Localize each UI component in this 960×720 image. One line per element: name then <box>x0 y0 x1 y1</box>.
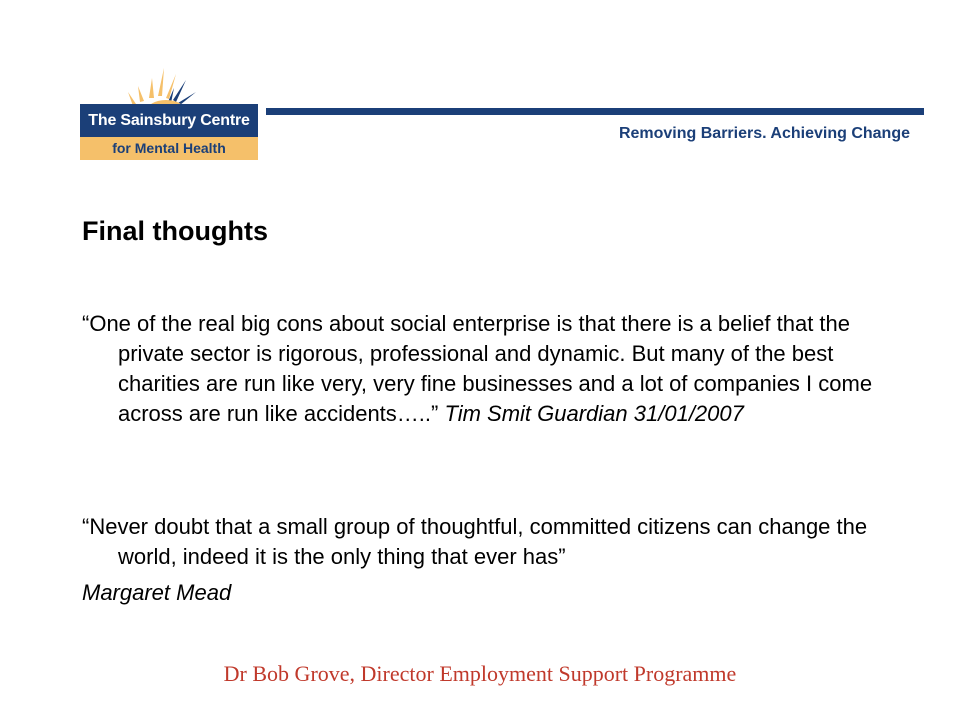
organization-logo <box>78 62 260 160</box>
header-tagline: Removing Barriers. Achieving Change <box>618 125 910 142</box>
slide-title: Final thoughts <box>82 216 268 246</box>
quote-text: “Never doubt that a small group of thoughtful, committed citizens can change the world, indeed it is the only thing that ever has” <box>82 514 868 569</box>
logo-title: The Sainsbury Centre <box>80 104 258 137</box>
quote-block <box>82 309 908 429</box>
quote-text: “One of the real big cons about social enterprise is that there is a belief that the private sector is rigorous, professional and dynamic. But many of the best charities are run like very, very fine businesses and a lot of companies I come across are run like accidents…..” <box>82 311 873 426</box>
header-divider <box>266 108 924 115</box>
quote-block <box>82 512 908 572</box>
quote-attribution: Margaret Mead <box>82 580 232 605</box>
slide-footer: Dr Bob Grove, Director Employment Support Programme <box>223 661 737 686</box>
logo-subtitle: for Mental Health <box>80 137 258 160</box>
quote-attribution: Tim Smit Guardian 31/01/2007 <box>444 401 744 426</box>
